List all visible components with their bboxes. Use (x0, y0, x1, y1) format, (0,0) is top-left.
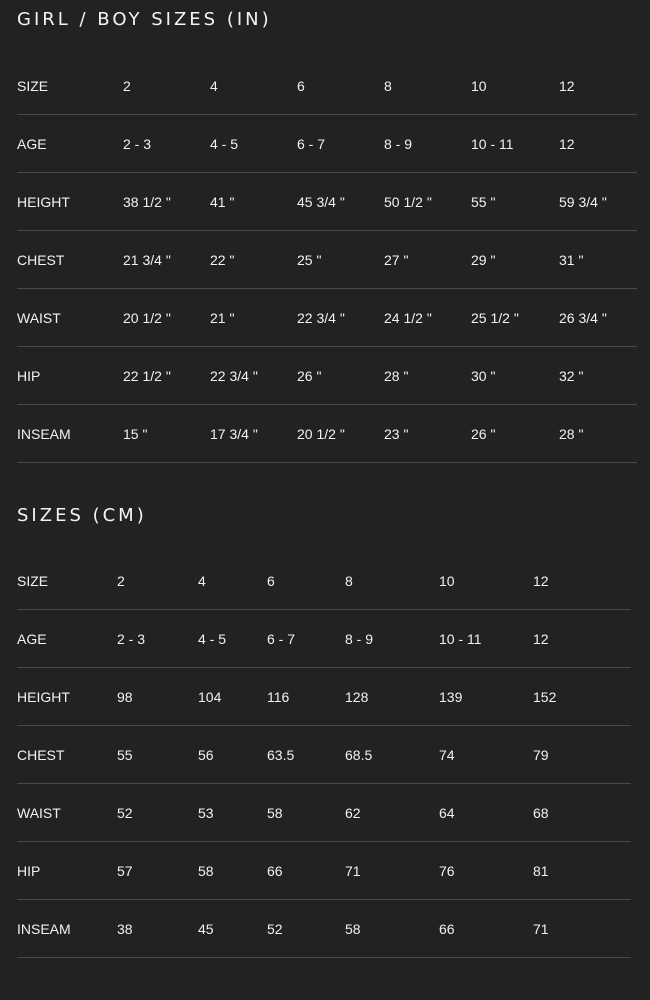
cm-cell: 2 (117, 552, 198, 610)
cm-cell: 66 (439, 900, 533, 958)
inches-cell: 2 - 3 (123, 115, 210, 173)
inches-cell: 22 3/4 " (297, 289, 384, 347)
inches-cell: 20 1/2 " (123, 289, 210, 347)
cm-cell: 8 - 9 (345, 610, 439, 668)
inches-cell: 22 " (210, 231, 297, 289)
inches-cell: 22 3/4 " (210, 347, 297, 405)
cm-cell: 71 (533, 900, 631, 958)
inches-cell: 17 3/4 " (210, 405, 297, 463)
inches-cell: 26 " (471, 405, 559, 463)
cm-section-title: SIZES (CM) (17, 505, 147, 526)
cm-row-inseam (17, 900, 631, 958)
inches-cell: 28 " (384, 347, 471, 405)
inches-row-height (17, 173, 637, 231)
cm-row-chest (17, 726, 631, 784)
inches-row-label: INSEAM (17, 405, 123, 463)
inches-row-label: SIZE (17, 57, 123, 115)
inches-cell: 26 " (297, 347, 384, 405)
cm-table-body (17, 552, 631, 958)
inches-cell: 31 " (559, 231, 637, 289)
inches-table-body (17, 57, 637, 463)
inches-row-label: CHEST (17, 231, 123, 289)
inches-cell: 4 (210, 57, 297, 115)
inches-cell: 20 1/2 " (297, 405, 384, 463)
cm-row-size (17, 552, 631, 610)
cm-row-hip (17, 842, 631, 900)
inches-row-label: WAIST (17, 289, 123, 347)
cm-cell: 116 (267, 668, 345, 726)
cm-cell: 68.5 (345, 726, 439, 784)
inches-row-age (17, 115, 637, 173)
inches-row-label: HIP (17, 347, 123, 405)
cm-cell: 12 (533, 610, 631, 668)
cm-row-waist (17, 784, 631, 842)
inches-cell: 45 3/4 " (297, 173, 384, 231)
inches-cell: 6 - 7 (297, 115, 384, 173)
cm-cell: 6 (267, 552, 345, 610)
inches-cell: 41 " (210, 173, 297, 231)
cm-row-label: AGE (17, 610, 117, 668)
cm-row-age (17, 610, 631, 668)
cm-cell: 56 (198, 726, 267, 784)
cm-cell: 64 (439, 784, 533, 842)
inches-cell: 30 " (471, 347, 559, 405)
cm-cell: 62 (345, 784, 439, 842)
inches-cell: 6 (297, 57, 384, 115)
inches-cell: 12 (559, 115, 637, 173)
inches-row-chest (17, 231, 637, 289)
cm-cell: 79 (533, 726, 631, 784)
inches-row-waist (17, 289, 637, 347)
cm-cell: 6 - 7 (267, 610, 345, 668)
cm-cell: 152 (533, 668, 631, 726)
inches-cell: 23 " (384, 405, 471, 463)
inches-row-inseam (17, 405, 637, 463)
inches-size-table (17, 57, 637, 463)
cm-cell: 81 (533, 842, 631, 900)
cm-cell: 63.5 (267, 726, 345, 784)
inches-cell: 8 (384, 57, 471, 115)
inches-cell: 59 3/4 " (559, 173, 637, 231)
cm-cell: 98 (117, 668, 198, 726)
inches-row-size (17, 57, 637, 115)
inches-cell: 10 - 11 (471, 115, 559, 173)
inches-cell: 50 1/2 " (384, 173, 471, 231)
inches-cell: 21 " (210, 289, 297, 347)
cm-cell: 57 (117, 842, 198, 900)
inches-cell: 2 (123, 57, 210, 115)
inches-cell: 29 " (471, 231, 559, 289)
inches-cell: 25 " (297, 231, 384, 289)
inches-cell: 22 1/2 " (123, 347, 210, 405)
cm-cell: 10 - 11 (439, 610, 533, 668)
inches-cell: 25 1/2 " (471, 289, 559, 347)
cm-cell: 68 (533, 784, 631, 842)
cm-cell: 58 (267, 784, 345, 842)
cm-cell: 76 (439, 842, 533, 900)
cm-cell: 52 (267, 900, 345, 958)
cm-cell: 66 (267, 842, 345, 900)
cm-row-label: HIP (17, 842, 117, 900)
cm-row-label: WAIST (17, 784, 117, 842)
inches-section-title: GIRL / BOY SIZES (IN) (17, 9, 272, 30)
inches-cell: 32 " (559, 347, 637, 405)
cm-cell: 71 (345, 842, 439, 900)
cm-row-height (17, 668, 631, 726)
cm-cell: 74 (439, 726, 533, 784)
cm-cell: 4 - 5 (198, 610, 267, 668)
inches-cell: 15 " (123, 405, 210, 463)
inches-row-label: AGE (17, 115, 123, 173)
cm-cell: 128 (345, 668, 439, 726)
cm-cell: 53 (198, 784, 267, 842)
cm-cell: 104 (198, 668, 267, 726)
inches-cell: 55 " (471, 173, 559, 231)
inches-cell: 8 - 9 (384, 115, 471, 173)
cm-cell: 2 - 3 (117, 610, 198, 668)
cm-cell: 52 (117, 784, 198, 842)
inches-cell: 27 " (384, 231, 471, 289)
cm-size-table (17, 552, 631, 958)
cm-cell: 55 (117, 726, 198, 784)
cm-cell: 139 (439, 668, 533, 726)
cm-cell: 4 (198, 552, 267, 610)
cm-cell: 12 (533, 552, 631, 610)
cm-row-label: HEIGHT (17, 668, 117, 726)
inches-cell: 28 " (559, 405, 637, 463)
cm-cell: 38 (117, 900, 198, 958)
cm-row-label: SIZE (17, 552, 117, 610)
inches-row-hip (17, 347, 637, 405)
inches-cell: 4 - 5 (210, 115, 297, 173)
inches-row-label: HEIGHT (17, 173, 123, 231)
cm-cell: 45 (198, 900, 267, 958)
inches-cell: 26 3/4 " (559, 289, 637, 347)
inches-cell: 10 (471, 57, 559, 115)
inches-cell: 24 1/2 " (384, 289, 471, 347)
cm-row-label: CHEST (17, 726, 117, 784)
inches-cell: 21 3/4 " (123, 231, 210, 289)
cm-cell: 58 (198, 842, 267, 900)
cm-cell: 10 (439, 552, 533, 610)
cm-row-label: INSEAM (17, 900, 117, 958)
inches-cell: 12 (559, 57, 637, 115)
cm-cell: 58 (345, 900, 439, 958)
cm-cell: 8 (345, 552, 439, 610)
inches-cell: 38 1/2 " (123, 173, 210, 231)
